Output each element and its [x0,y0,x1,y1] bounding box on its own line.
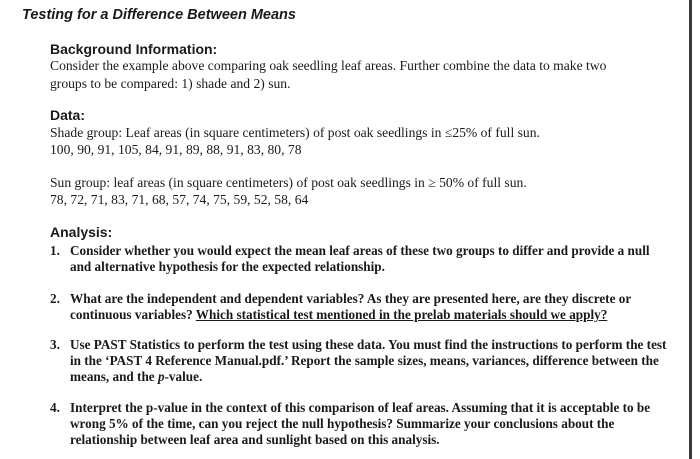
sun-values: 78, 72, 71, 83, 71, 68, 57, 74, 75, 59, 52, 58, 64 [50,192,309,207]
question-2 [50,291,670,323]
less-equal-symbol: ≤ [444,125,453,140]
shade-description [50,124,540,142]
sun-description-text: Sun group: leaf areas (in square centimeters) of post oak seedlings in [50,175,429,190]
background-line-2: groups to be compared: 1) shade and 2) sun. [50,76,291,91]
shade-values: 100, 90, 91, 105, 84, 91, 89, 88, 91, 83, 80, 78 [50,142,302,157]
page-edge-divider [689,0,692,459]
shade-threshold: 25% of full sun. [452,125,540,140]
analysis-heading: Analysis: [50,224,113,240]
question-text-part: What are the independent and dependent variables? As they are presented here, are they discrete or continuous variables? [70,291,631,322]
test-question-underlined: Which statistical test mentioned in the prelab materials should we apply? [195,307,608,322]
question-text [70,337,670,385]
question-text-part: -value. [164,369,203,384]
question-1 [50,243,670,275]
question-text: Consider whether you would expect the mean leaf areas of these two groups to differ and provide a null and alternative hypothesis for the expected relationship. [70,243,650,274]
question-3 [50,337,670,385]
data-heading: Data: [50,107,86,123]
question-number: 2. [50,291,60,306]
question-number: 1. [50,243,60,258]
question-number: 3. [50,337,60,352]
question-text [70,291,670,323]
document-title: Testing for a Difference Between Means [22,7,296,23]
shade-description-text: Shade group: Leaf areas (in square centimeters) of post oak seedlings in [50,125,445,140]
question-4 [50,400,670,448]
question-text-part: Use PAST Statistics to perform the test using these data. You must find the instructions to perform the test in the ‘PAST 4 Reference Manual.pdf.’ Report the sample sizes, means, variances, difference between the means, and the [70,337,667,384]
background-line-1: Consider the example above comparing oak seedling leaf areas. Further combine the data to make two [50,58,607,73]
greater-equal-symbol: ≥ [428,175,436,190]
question-text: Interpret the p-value in the context of this comparison of leaf areas. Assuming that it is acceptable to be wrong 5% of the time, can you reject the null hypothesis? Summarize your conclusions about the relationship between leaf area and sunlight based on this analysis. [70,400,651,447]
question-number: 4. [50,400,60,415]
sun-description [50,174,527,192]
p-italic: p [157,369,165,384]
sun-threshold: 50% of full sun. [435,175,527,190]
background-heading: Background Information: [50,41,218,57]
